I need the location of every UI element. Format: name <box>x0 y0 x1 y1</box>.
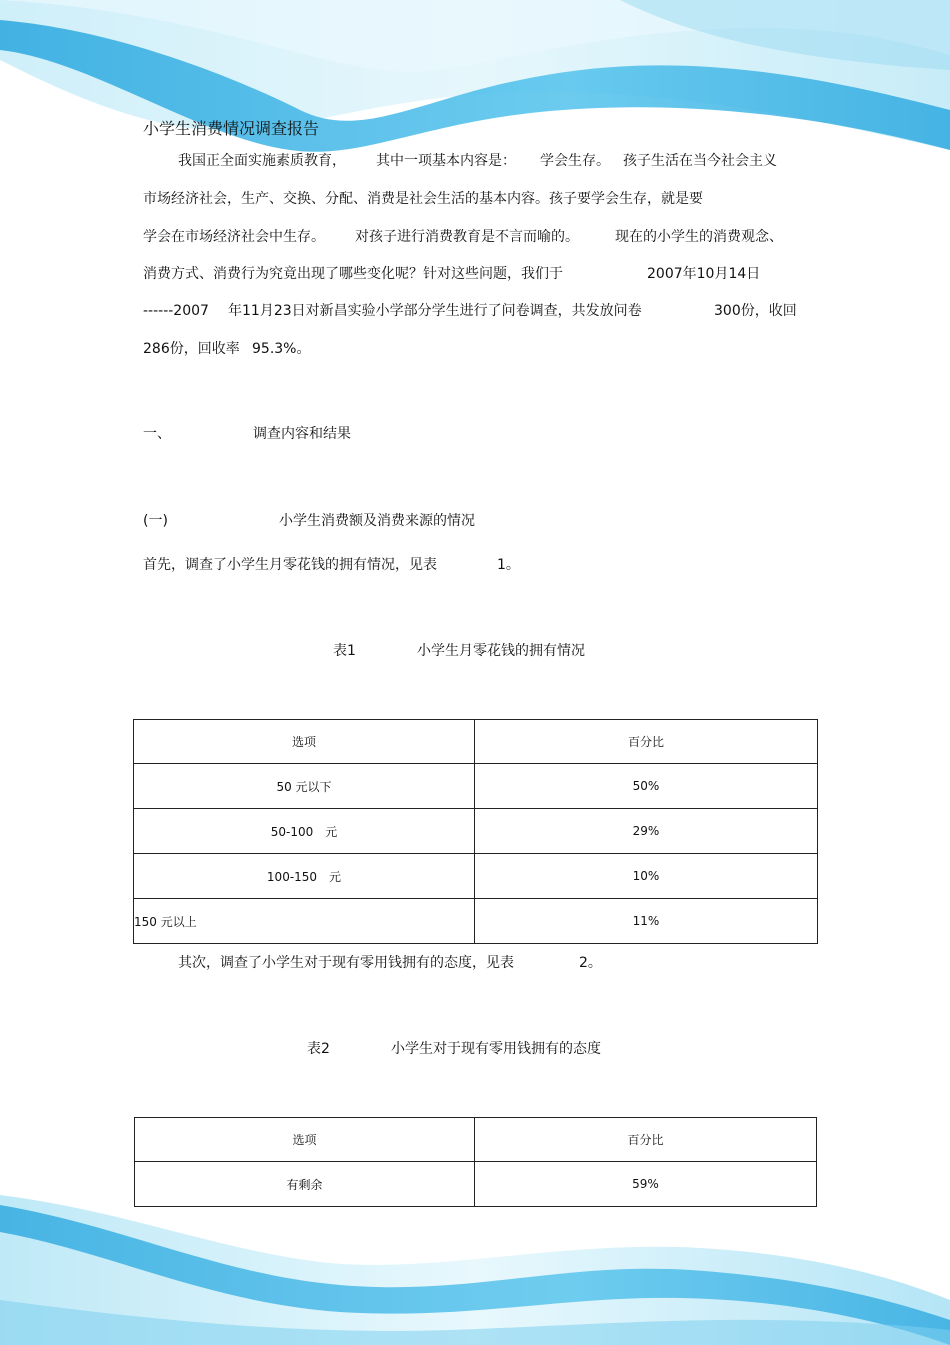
table1 <box>133 719 818 944</box>
paragraph-text: 其次，调查了小学生对于现有零用钱拥有的态度，见表 <box>178 955 514 971</box>
intro-text: 300份，收回 <box>714 303 797 319</box>
table-row <box>134 809 818 854</box>
table-row <box>135 1162 817 1207</box>
table-header-row <box>134 720 818 764</box>
table-row <box>134 854 818 899</box>
intro-text: 市场经济社会，生产、交换、分配、消费是社会生活的基本内容。孩子要学会生存，就是要 <box>143 191 703 207</box>
paragraph-text: 1。 <box>497 557 520 573</box>
table-header-cell: 选项 <box>135 1118 475 1162</box>
table2-caption-number: 表2 <box>307 1041 330 1057</box>
table-header-cell: 百分比 <box>475 1118 817 1162</box>
table2 <box>134 1117 817 1207</box>
table-row <box>134 764 818 809</box>
intro-text: 我国正全面实施素质教育， <box>178 153 346 169</box>
table-cell: 10% <box>475 854 818 899</box>
intro-text: 消费方式、消费行为究竟出现了哪些变化呢？针对这些问题，我们于 <box>143 266 563 282</box>
subsection-number: (一) <box>143 513 168 529</box>
table-cell: 50-100 元 <box>134 809 475 854</box>
table-header-cell: 选项 <box>134 720 475 764</box>
table-header-cell: 百分比 <box>475 720 818 764</box>
table-cell: 150 元以上 <box>134 899 475 944</box>
subsection-heading: 小学生消费额及消费来源的情况 <box>279 513 475 529</box>
table-cell: 29% <box>475 809 818 854</box>
table-cell: 50% <box>475 764 818 809</box>
table-cell: 100-150 元 <box>134 854 475 899</box>
intro-text: 其中一项基本内容是： <box>376 153 516 169</box>
table-cell: 59% <box>475 1162 817 1207</box>
table-cell: 50 元以下 <box>134 764 475 809</box>
page-title: 小学生消费情况调查报告 <box>143 119 320 138</box>
intro-text: 现在的小学生的消费观念、 <box>615 229 783 245</box>
intro-text: ------2007 <box>143 303 209 319</box>
paragraph-text: 2。 <box>579 955 602 971</box>
paragraph-text: 首先，调查了小学生月零花钱的拥有情况，见表 <box>143 557 437 573</box>
table-row <box>134 899 818 944</box>
intro-text: 年11月23日对新昌实验小学部分学生进行了问卷调查，共发放问卷 <box>228 303 642 319</box>
intro-text: 孩子生活在当今社会主义 <box>623 153 777 169</box>
intro-text: 286份，回收率 <box>143 341 240 357</box>
table-header-row <box>135 1118 817 1162</box>
intro-text: 对孩子进行消费教育是不言而喻的。 <box>355 229 579 245</box>
table1-caption: 小学生月零花钱的拥有情况 <box>417 643 585 659</box>
section-number: 一、 <box>143 426 171 442</box>
table-cell: 有剩余 <box>135 1162 475 1207</box>
intro-text: 95.3%。 <box>252 341 311 357</box>
intro-text: 学会在市场经济社会中生存。 <box>143 229 325 245</box>
intro-text: 学会生存。 <box>540 153 610 169</box>
table2-caption: 小学生对于现有零用钱拥有的态度 <box>391 1041 601 1057</box>
table1-caption-number: 表1 <box>333 643 356 659</box>
table-cell: 11% <box>475 899 818 944</box>
intro-text: 2007年10月14日 <box>647 266 761 282</box>
section-heading: 调查内容和结果 <box>253 426 351 442</box>
